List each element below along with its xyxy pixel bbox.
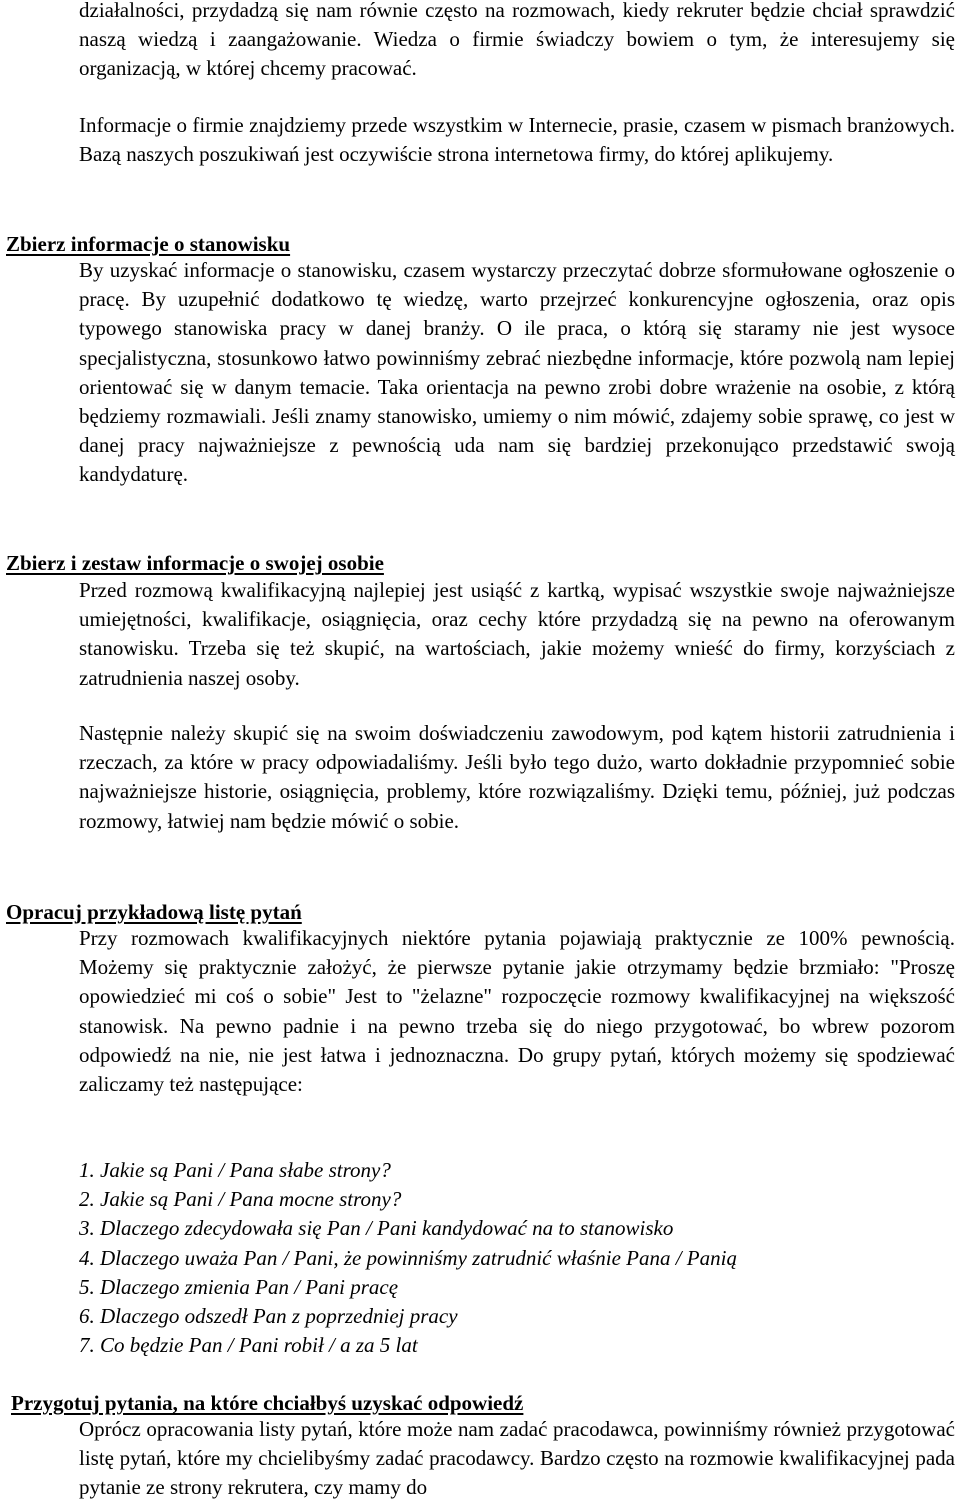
odpowiedz-paragraph: Oprócz opracowania listy pytań, które może nam zadać pracodawca, powinniśmy również przygotować listę pytań, które my chcielibyśmy zadać pracodawcy. Bardzo często na rozmowie kwalifikacyjnej pada pytanie ze strony rekrutera, czy mamy do — [79, 1417, 955, 1500]
intro-paragraph-1: działalności, przydadzą się nam równie często na rozmowach, kiedy rekruter będzie chciał sprawdzić naszą wiedzą i zaangażowanie. Wiedza o firmie świadczy bowiem o tym, że interesujemy się organizacją, w której chcemy pracować. — [79, 0, 955, 81]
question-item: 7. Co będzie Pan / Pani robił / a za 5 lat — [79, 1333, 418, 1358]
question-item: 2. Jakie są Pani / Pana mocne strony? — [79, 1187, 402, 1212]
osoba-paragraph-2: Następnie należy skupić się na swoim doświadczeniu zawodowym, pod kątem historii zatrudnienia i rzeczach, za które w pracy odpowiadaliśmy. Jeśli było tego dużo, warto dokładnie przypomnieć sobie najważniejsze historie, osiągnięcia, problemy, które rozwiązaliśmy. Dzięki temu, później, już podczas rozmowy, łatwiej nam będzie mówić o sobie. — [79, 721, 955, 833]
question-item: 5. Dlaczego zmienia Pan / Pani pracę — [79, 1274, 399, 1299]
section-heading-stanowisko: Zbierz informacje o stanowisku — [6, 232, 291, 256]
section-heading-pytania: Opracuj przykładową listę pytań — [6, 900, 302, 924]
pytania-paragraph: Przy rozmowach kwalifikacyjnych niektóre pytania pojawiają praktycznie ze 100% pewnością. Możemy się praktycznie założyć, że pierwsze pytanie jakie otrzymamy będzie brzmiało: "Proszę opowiedzieć mi coś o sobie" Jest to "żelazne" rozpoczęcie rozmowy kwalifikacyjnej na większość stanowisk. Na pewno padnie i na pewno trzeba się do niego przygotować, bo wbrew pozorom odpowiedź na nie, nie jest łatwa i jednoznaczna. Do grupy pytań, których możemy się spodziewać zaliczamy też następujące: — [79, 926, 955, 1097]
question-item: 3. Dlaczego zdecydowała się Pan / Pani kandydować na to stanowisko — [79, 1216, 674, 1241]
question-list — [79, 1156, 737, 1360]
question-item: 4. Dlaczego uważa Pan / Pani, że powinniśmy zatrudnić właśnie Pana / Panią — [79, 1245, 737, 1270]
intro-paragraph-2: Informacje o firmie znajdziemy przede wszystkim w Internecie, prasie, czasem w pismach branżowych. Bazą naszych poszukiwań jest oczywiście strona internetowa firmy, do której aplikujemy. — [79, 113, 955, 167]
section-heading-odpowiedz: Przygotuj pytania, na które chciałbyś uzyskać odpowiedź — [11, 1391, 524, 1415]
section-heading-osoba: Zbierz i zestaw informacje o swojej osobie — [6, 551, 384, 575]
osoba-paragraph-1: Przed rozmową kwalifikacyjną najlepiej jest usiąść z kartką, wypisać wszystkie swoje najważniejsze umiejętności, kwalifikacje, osiągnięcia, oraz cechy które przydadzą się na pewno na oferowanym stanowisku. Trzeba się też skupić, na wartościach, jakie możemy wnieść do firmy, korzyściach z zatrudnienia naszej osoby. — [79, 578, 955, 690]
question-item: 6. Dlaczego odszedł Pan z poprzedniej pracy — [79, 1304, 458, 1329]
question-item: 1. Jakie są Pani / Pana słabe strony? — [79, 1158, 391, 1182]
stanowisko-paragraph: By uzyskać informacje o stanowisku, czasem wystarczy przeczytać dobrze sformułowane ogłoszenie o pracę. By uzupełnić dodatkowo tę wiedzę, warto przejrzeć konkurencyjne ogłoszenia, oraz opis typowego stanowiska pracy w danej branży. O ile praca, o którą się staramy nie jest wysoce specjalistyczna, stosunkowo łatwo powinniśmy zebrać niezbędne informacje, które pozwolą nam lepiej orientować się w danym temacie. Taka orientacja na pewno zrobi dobre wrażenie na osobie, z którą będziemy rozmawiali. Jeśli znamy stanowisko, umiemy o nim mówić, zdajemy sobie sprawę, co jest w danej pracy najważniejsze z pewnością uda nam się bardziej przekonująco przedstawić swoją kandydaturę. — [79, 258, 955, 487]
